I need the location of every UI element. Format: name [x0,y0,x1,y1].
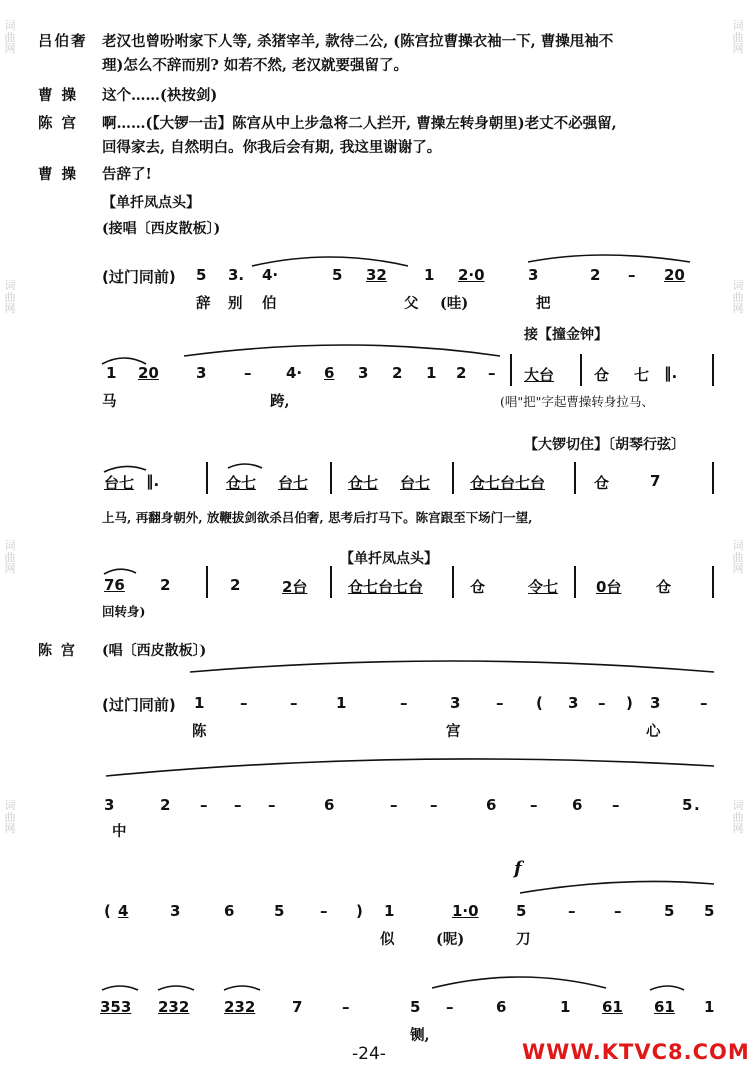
note: 2 [590,266,601,284]
note: – [530,796,538,814]
header-chang-xipi: (唱〔西皮散板〕) [102,643,207,659]
dialogue-text-cont: 理)怎么不辞而别? 如若不然, 老汉就要强留了。 [102,57,408,74]
watermark-char: 网 [732,42,744,56]
note: – [200,796,208,814]
note: – [430,796,438,814]
note-prelude: (过门同前) [102,268,176,286]
watermark-char: 曲 [732,550,744,564]
site-watermark: WWW.KTVC8.COM [522,1040,750,1064]
barline [452,462,454,494]
barline [580,354,582,386]
note: – [320,902,328,920]
watermark-char: 网 [4,42,16,56]
lyric: (哇) [440,295,469,312]
percussion: 台七 [278,474,309,492]
note: – [234,796,242,814]
percussion: ‖. [664,364,678,382]
note: 5 [332,266,343,284]
note: ) [356,902,363,920]
watermark-char: 词 [732,279,744,292]
header-dan-qian-feng-dian-tou: 【单扦凤点头】 [102,195,200,211]
speaker-name: 吕伯奢 [38,33,88,50]
stage-direction: 回转身) [102,604,146,619]
note: – [244,364,252,382]
note: 2 [230,576,241,594]
note: 3 [568,694,579,712]
barline [330,462,332,494]
watermark-char: 词 [732,799,744,812]
lyric: 跨, [270,393,290,410]
dialogue-text: 告辞了! [102,166,152,183]
lyric: 心 [646,723,661,740]
percussion: 仓 [656,578,672,596]
speaker-name: 陈 宫 [38,115,79,132]
percussion: 仓 [470,578,486,596]
header-dan-qian-feng-dian-tou-2: 【单扦凤点头】 [340,551,438,567]
lyric: 别 [228,295,243,312]
note: 61 [602,998,623,1016]
note: 3 [170,902,181,920]
lyric: 中 [112,823,127,840]
percussion: 台七 [400,474,431,492]
dialogue-text: 啊……(【大锣一击】陈宫从中上步急将二人拦开, 曹操左转身朝里)老丈不必强留, [102,115,617,132]
watermark-char: 曲 [4,550,16,564]
watermark-char: 词 [4,279,16,292]
note: ( [104,902,111,920]
watermark-char: 网 [732,822,744,836]
note: 5 [664,902,675,920]
barline [510,354,512,386]
note: 3 [196,364,207,382]
lyric: 宫 [446,723,461,740]
note: 61 [654,998,675,1016]
barline [330,566,332,598]
percussion: 0台 [596,578,622,596]
note: 6 [324,796,335,814]
note: 2 [160,796,171,814]
note: 2 [392,364,403,382]
lyric: 刀 [516,931,531,948]
note: 1 [336,694,347,712]
watermark-char: 曲 [4,30,16,44]
note: 4 [118,902,129,920]
note: 1 [106,364,117,382]
note: 2 [160,576,171,594]
note: 76 [104,576,125,594]
percussion: 仓 [594,474,610,492]
note: 5 [196,266,207,284]
watermark-char: 网 [4,822,16,836]
lyric: 铡, [410,1027,430,1044]
note: – [390,796,398,814]
note: – [290,694,298,712]
note: 5 [682,796,693,814]
percussion: 仓七 [348,474,379,492]
barline [452,566,454,598]
note: 6 [486,796,497,814]
note: – [342,998,350,1016]
watermark-char: 曲 [732,290,744,304]
note: 1·0 [452,902,479,920]
note: ) [626,694,633,712]
stage-direction: 上马, 再翻身朝外, 放鞭拔剑欲杀吕伯奢, 思考后打马下。陈宫跟至下场门一望, [102,510,533,525]
header-jie-chang: (接唱〔西皮散板〕) [102,221,221,237]
note: – [446,998,454,1016]
note: 6 [224,902,235,920]
note: 2 [456,364,467,382]
note: – [568,902,576,920]
barline [712,354,714,386]
speaker-name: 曹 操 [38,87,79,104]
note: 1 [704,998,715,1016]
note: 6 [324,364,335,382]
watermark-char: 词 [732,19,744,32]
note: 3 [528,266,539,284]
dialogue-text: 这个……(袂按剑) [102,87,218,104]
note: 1 [424,266,435,284]
barline [574,566,576,598]
watermark-char: 曲 [4,810,16,824]
dynamic-mark: f [514,858,522,879]
note: 20 [138,364,159,382]
note: 7 [650,472,661,490]
note: 3 [358,364,369,382]
lyric: 马 [102,393,117,410]
lyric: (呢) [436,931,465,948]
note: 6 [572,796,583,814]
watermark-char: 词 [4,19,16,32]
note: 5 [274,902,285,920]
header-zhuang-jin-zhong: 接【撞金钟】 [524,327,608,343]
note: 353 [100,998,132,1016]
note: 3 [450,694,461,712]
stage-direction: (唱"把"字起曹操转身拉马、 [500,394,654,409]
lyric: 把 [536,295,551,312]
watermark-char: 网 [4,562,16,576]
note: 5 [410,998,421,1016]
note: – [700,694,708,712]
note: 4· [262,266,279,284]
watermark-char: 网 [732,562,744,576]
note: – [240,694,248,712]
lyric: 父 [404,295,419,312]
note: 32 [366,266,387,284]
watermark-char: 词 [4,539,16,552]
percussion: 仓七台七台 [470,474,546,492]
note: 3. [228,266,245,284]
note: 6 [496,998,507,1016]
note: – [488,364,496,382]
note: 7 [292,998,303,1016]
note-prelude: (过门同前) [102,696,176,714]
note: 5 [516,902,527,920]
lyric: 陈 [192,723,207,740]
watermark-char: 网 [4,302,16,316]
percussion: 仓七台七台 [348,578,424,596]
dialogue-text-cont: 回得家去, 自然明白。你我后会有期, 我这里谢谢了。 [102,139,442,156]
percussion: ‖. [146,472,160,490]
note: – [268,796,276,814]
note: 1 [384,902,395,920]
note: – [400,694,408,712]
barline [206,566,208,598]
note: 2台 [282,578,308,596]
header-da-luo-qie-zhu: 【大锣切住】〔胡琴行弦〕 [524,437,685,453]
watermark-char: 网 [732,302,744,316]
lyric: 伯 [262,295,277,312]
note: – [612,796,620,814]
percussion: 七 [634,366,650,384]
dialogue-text: 老汉也曾吩咐家下人等, 杀猪宰羊, 款待二公, (陈宫拉曹操衣袖一下, 曹操甩袖不 [102,33,614,50]
barline [574,462,576,494]
note: 1 [426,364,437,382]
percussion: 大台 [524,366,555,384]
note: 232 [224,998,256,1016]
note: – [598,694,606,712]
note: 1 [560,998,571,1016]
note: ( [536,694,543,712]
percussion: 仓七 [226,474,257,492]
note: – [496,694,504,712]
lyric: 似 [380,931,395,948]
note: – [628,266,636,284]
note: 4· [286,364,303,382]
note: 232 [158,998,190,1016]
note: . [694,796,700,814]
watermark-char: 曲 [4,290,16,304]
percussion: 台七 [104,474,135,492]
note: – [614,902,622,920]
percussion: 令七 [528,578,559,596]
watermark-char: 词 [4,799,16,812]
note: 5 [704,902,715,920]
note: 1 [194,694,205,712]
speaker-name: 曹 操 [38,166,79,183]
barline [712,462,714,494]
barline [712,566,714,598]
speaker-chen-gong: 陈 宫 [38,643,77,659]
note: 2·0 [458,266,485,284]
barline [206,462,208,494]
note: 3 [104,796,115,814]
note: 3 [650,694,661,712]
note: 20 [664,266,685,284]
watermark-char: 词 [732,539,744,552]
watermark-char: 曲 [732,810,744,824]
lyric: 辞 [196,295,211,312]
percussion: 仓 [594,366,610,384]
watermark-char: 曲 [732,30,744,44]
page-number: -24- [352,1044,386,1064]
